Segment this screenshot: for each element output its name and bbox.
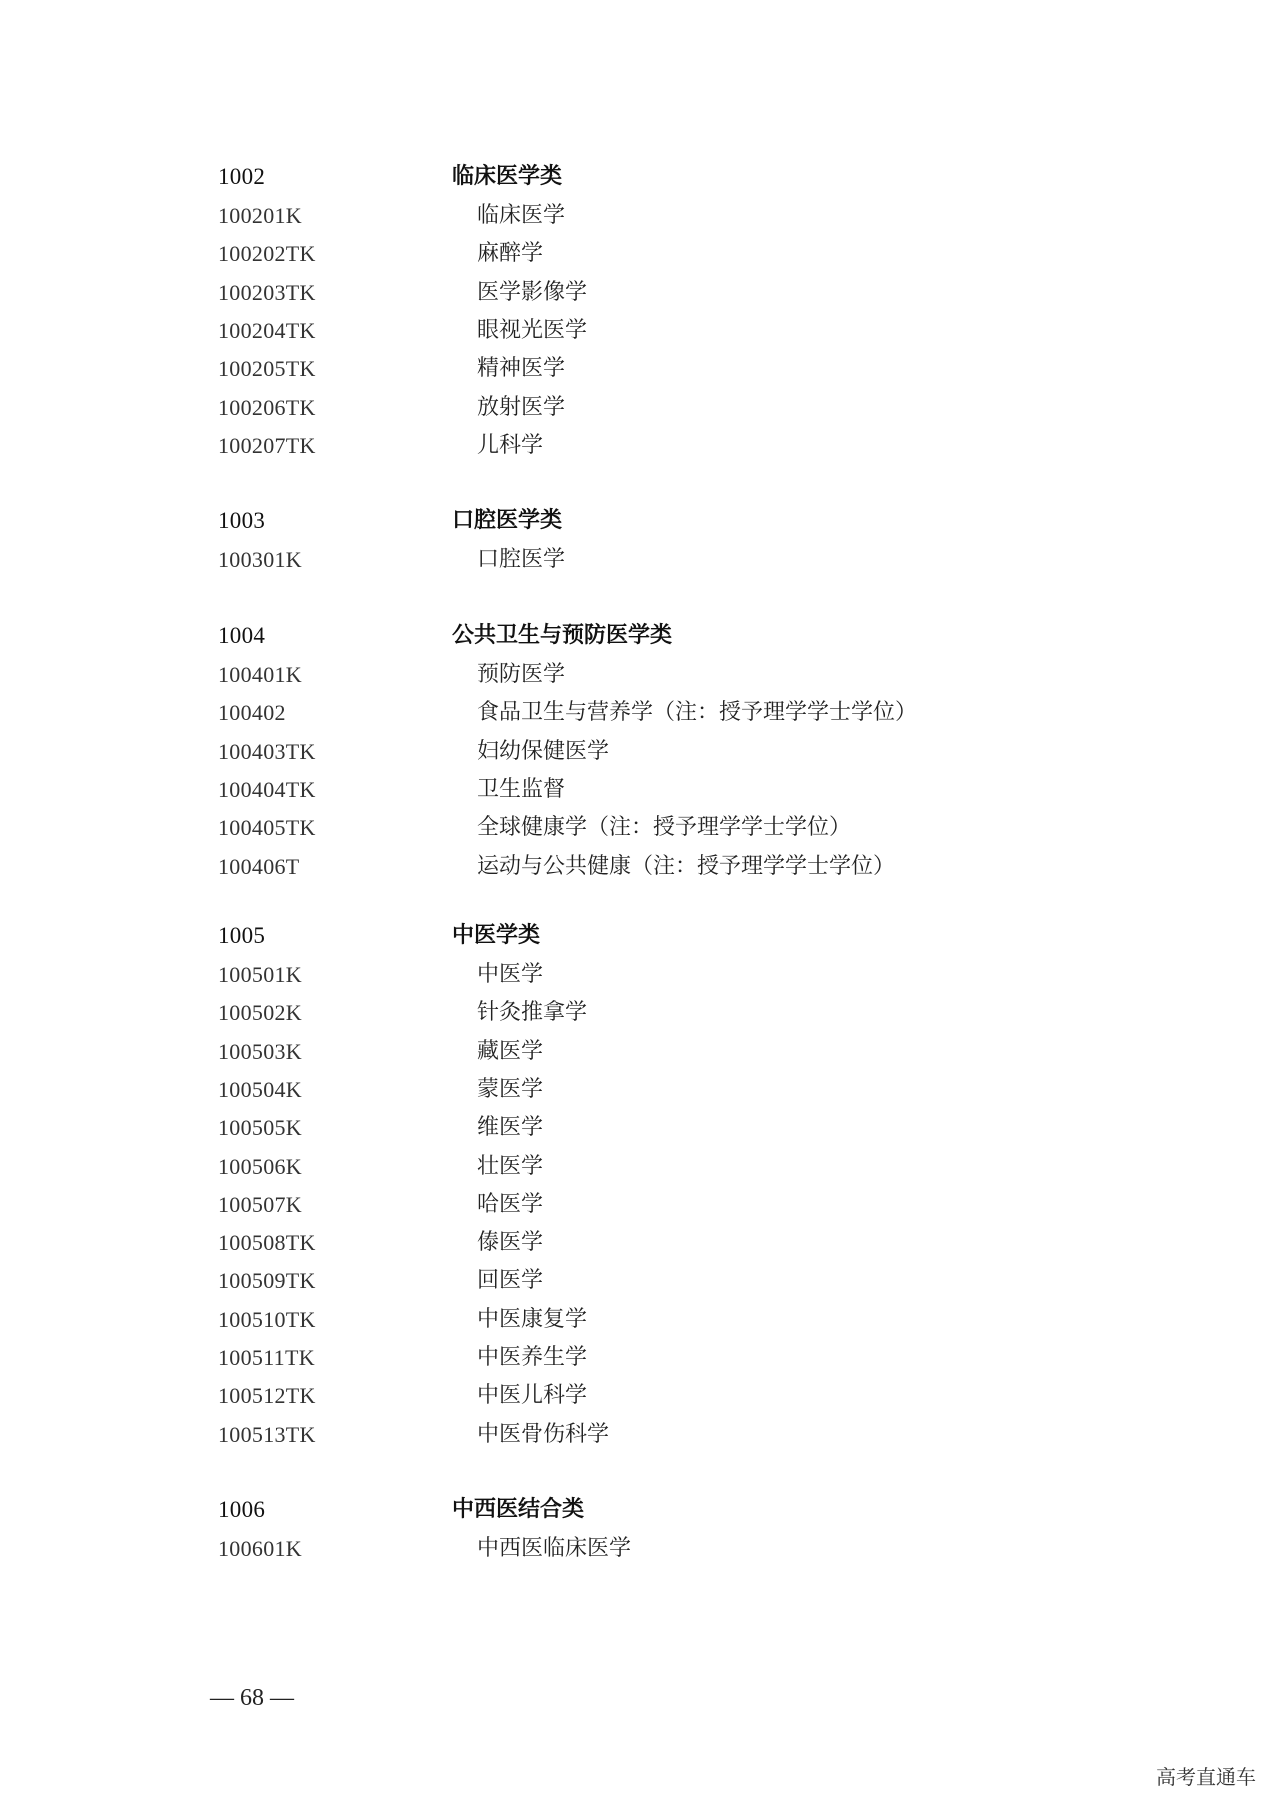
major-row	[0, 957, 1280, 993]
major-row	[0, 849, 1280, 885]
major-name: 针灸推拿学	[477, 1000, 588, 1025]
major-name: 傣医学	[477, 1230, 544, 1255]
major-code: 100201K	[218, 203, 302, 228]
major-name: 藏医学	[477, 1039, 544, 1064]
major-code: 100203TK	[218, 280, 316, 305]
major-row	[0, 198, 1280, 234]
major-row	[0, 734, 1280, 770]
major-row	[0, 1225, 1280, 1261]
major-code: 100504K	[218, 1077, 302, 1102]
major-row	[0, 1110, 1280, 1146]
major-code: 100601K	[218, 1536, 302, 1561]
major-name: 中医康复学	[477, 1307, 588, 1332]
major-code: 100510TK	[218, 1307, 316, 1332]
major-name: 运动与公共健康（注：授予理学学士学位）	[477, 854, 896, 879]
major-code: 100403TK	[218, 739, 316, 764]
major-code: 100401K	[218, 662, 302, 687]
category-row	[0, 159, 1280, 195]
major-name: 口腔医学	[477, 547, 566, 572]
category-code: 1003	[218, 508, 266, 533]
major-code: 100506K	[218, 1154, 302, 1179]
category-name: 临床医学类	[452, 164, 563, 189]
major-name: 儿科学	[477, 433, 544, 458]
major-row	[0, 1072, 1280, 1108]
major-row	[0, 1149, 1280, 1185]
major-code: 100301K	[218, 547, 302, 572]
major-name: 壮医学	[477, 1154, 544, 1179]
major-code: 100207TK	[218, 433, 316, 458]
major-code: 100404TK	[218, 777, 316, 802]
category-row	[0, 503, 1280, 539]
watermark-text: 高考直通车	[1156, 1765, 1256, 1789]
category-code: 1004	[218, 623, 266, 648]
major-code: 100501K	[218, 962, 302, 987]
major-row	[0, 1378, 1280, 1414]
major-row	[0, 1531, 1280, 1567]
major-code: 100502K	[218, 1000, 302, 1025]
major-row	[0, 236, 1280, 272]
major-code: 100507K	[218, 1192, 302, 1217]
major-code: 100402	[218, 700, 286, 725]
major-name: 妇幼保健医学	[477, 739, 610, 764]
category-code: 1005	[218, 923, 266, 948]
category-name: 口腔医学类	[452, 508, 563, 533]
category-code: 1006	[218, 1497, 266, 1522]
category-code: 1002	[218, 164, 266, 189]
category-row	[0, 918, 1280, 954]
major-name: 中医儿科学	[477, 1383, 588, 1408]
category-name: 公共卫生与预防医学类	[452, 623, 673, 648]
major-code: 100206TK	[218, 395, 316, 420]
major-name: 蒙医学	[477, 1077, 544, 1102]
major-code: 100503K	[218, 1039, 302, 1064]
major-name: 回医学	[477, 1268, 544, 1293]
major-code: 100205TK	[218, 356, 316, 381]
major-name: 卫生监督	[477, 777, 566, 802]
major-row	[0, 1340, 1280, 1376]
major-code: 100513TK	[218, 1422, 316, 1447]
major-row	[0, 351, 1280, 387]
major-code: 100505K	[218, 1115, 302, 1140]
major-row	[0, 695, 1280, 731]
major-row	[0, 1034, 1280, 1070]
major-name: 临床医学	[477, 203, 566, 228]
category-row	[0, 618, 1280, 654]
major-code: 100406T	[218, 854, 300, 879]
category-name: 中医学类	[452, 923, 541, 948]
major-code: 100405TK	[218, 815, 316, 840]
major-name: 医学影像学	[477, 280, 588, 305]
major-row	[0, 657, 1280, 693]
page-number: — 68 —	[210, 1685, 294, 1711]
major-name: 全球健康学（注：授予理学学士学位）	[477, 815, 852, 840]
major-row	[0, 772, 1280, 808]
major-name: 中医养生学	[477, 1345, 588, 1370]
major-name: 哈医学	[477, 1192, 544, 1217]
major-code: 100204TK	[218, 318, 316, 343]
category-name: 中西医结合类	[452, 1497, 585, 1522]
major-row	[0, 810, 1280, 846]
major-code: 100512TK	[218, 1383, 316, 1408]
major-code: 100511TK	[218, 1345, 315, 1370]
major-code: 100508TK	[218, 1230, 316, 1255]
major-row	[0, 390, 1280, 426]
major-row	[0, 1417, 1280, 1453]
major-row	[0, 428, 1280, 464]
major-row	[0, 1263, 1280, 1299]
major-code: 100509TK	[218, 1268, 316, 1293]
major-name: 中医学	[477, 962, 544, 987]
major-row	[0, 995, 1280, 1031]
major-code: 100202TK	[218, 241, 316, 266]
major-name: 预防医学	[477, 662, 566, 687]
major-row	[0, 542, 1280, 578]
major-name: 精神医学	[477, 356, 566, 381]
major-row	[0, 313, 1280, 349]
major-name: 放射医学	[477, 395, 566, 420]
major-name: 中医骨伤科学	[477, 1422, 610, 1447]
major-row	[0, 1187, 1280, 1223]
major-name: 维医学	[477, 1115, 544, 1140]
major-name: 食品卫生与营养学（注：授予理学学士学位）	[477, 700, 918, 725]
major-name: 中西医临床医学	[477, 1536, 632, 1561]
major-row	[0, 275, 1280, 311]
major-name: 眼视光医学	[477, 318, 588, 343]
category-row	[0, 1492, 1280, 1528]
major-name: 麻醉学	[477, 241, 544, 266]
major-row	[0, 1302, 1280, 1338]
